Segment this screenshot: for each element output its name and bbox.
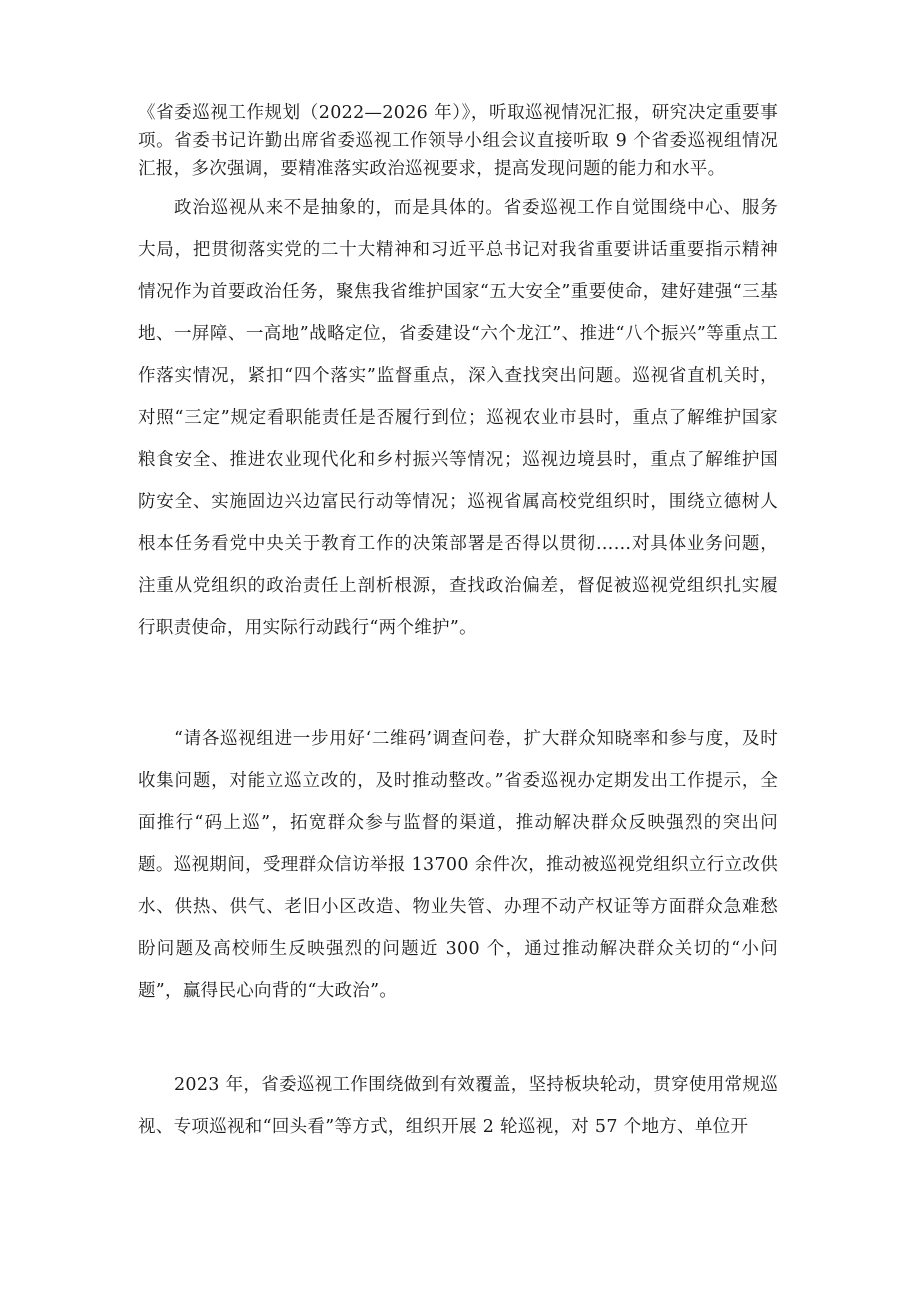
paragraph-continuation: 《省委巡视工作规划（2022—2026 年）》，听取巡视情况汇报，研究决定重要事项。省委书记许勤出席省委巡视工作领导小组会议直接听取 9 个省委巡视组情况汇报，多次强调，要精准落实政治巡视要求，提高发现问题的能力和水平。 — [138, 103, 778, 179]
paragraph-qr-code-survey: “请各巡视组进一步用好‘二维码’调查问卷，扩大群众知晓率和参与度，及时收集问题，对能立巡立改的，及时推动整改。”省委巡视办定期发出工作提示，全面推行“码上巡”，拓宽群众参与监督的渠道，推动解决群众反映强烈的突出问题。巡视期间，受理群众信访举报 13700 余件次，推动被巡视党组织立行立改供水、供热、供气、老旧小区改造、物业失管、办理不动产权证等方面群众急难愁盼问题及高校师生反映强烈的问题近 300 个，通过推动解决群众关切的“小问题”，赢得民心向背的“大政治”。 — [138, 729, 778, 1001]
paragraph-2023-coverage: 2023 年，省委巡视工作围绕做到有效覆盖，坚持板块轮动，贯穿使用常规巡视、专项巡视和“回头看”等方式，组织开展 2 轮巡视，对 57 个地方、单位开 — [138, 1075, 778, 1137]
paragraph-political-inspection: 政治巡视从来不是抽象的，而是具体的。省委巡视工作自觉围绕中心、服务大局，把贯彻落实党的二十大精神和习近平总书记对我省重要讲话重要指示精神情况作为首要政治任务，聚焦我省维护国家“五大安全”重要使命，建好建强“三基地、一屏障、一高地”战略定位，省委建设“六个龙江”、推进“八个振兴”等重点工作落实情况，紧扣“四个落实”监督重点，深入查找突出问题。巡视省直机关时，对照“三定”规定看职能责任是否履行到位；巡视农业市县时，重点了解维护国家粮食安全、推进农业现代化和乡村振兴等情况；巡视边境县时，重点了解维护国防安全、实施固边兴边富民行动等情况；巡视省属高校党组织时，围绕立德树人根本任务看党中央关于教育工作的决策部署是否得以贯彻……对具体业务问题，注重从党组织的政治责任上剖析根源，查找政治偏差，督促被巡视党组织扎实履行职责使命，用实际行动践行“两个维护”。 — [138, 198, 778, 638]
